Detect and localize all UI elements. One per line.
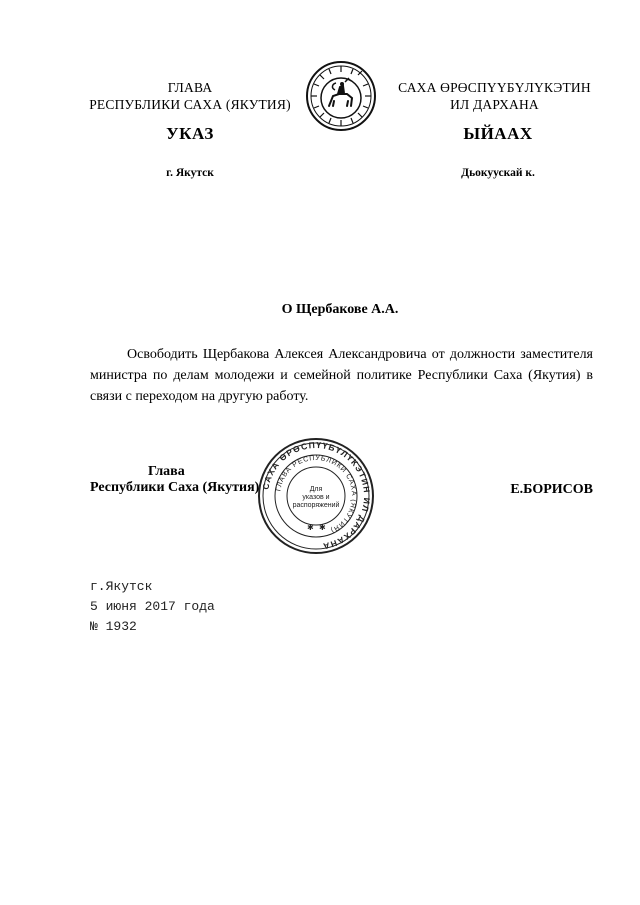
stamp-center-line3: распоряжений xyxy=(292,502,340,509)
city-right: Дьокуускай к. xyxy=(461,167,535,179)
footer-block xyxy=(90,577,340,637)
header-left xyxy=(80,79,300,113)
header-left-line2: РЕСПУБЛИКИ САХА (ЯКУТИЯ) xyxy=(89,97,291,112)
footer-date: 5 июня 2017 года xyxy=(90,599,215,614)
signature-position-line1: Глава xyxy=(148,464,185,479)
signature-position-line2: Республики Саха (Якутия) xyxy=(90,480,260,495)
stamp-center-line1: Для xyxy=(309,486,323,493)
document-body: Освободить Щербакова Алексея Александровича от должности заместителя министра по делам молодежи и семейной политике Республики Саха (Якутия) в связи с переходом на другую работу. xyxy=(90,347,593,404)
document-title: О Щербакове А.А. xyxy=(281,302,399,317)
city-left: г. Якутск xyxy=(166,167,214,179)
stamp-star-icon: ✱ xyxy=(307,523,314,532)
header-left-line1: ГЛАВА xyxy=(167,80,213,95)
header-right-line2: ИЛ ДАРХАНА xyxy=(450,97,539,112)
doc-type-left: УКАЗ xyxy=(166,124,214,143)
stamp-star-icon: ✱ xyxy=(319,523,326,532)
signature-position xyxy=(90,464,280,496)
header-right xyxy=(392,79,597,113)
stamp-inner-text: ГЛАВА РЕСПУБЛИКИ САХА (ЯКУТИЯ) xyxy=(275,454,358,534)
doc-type-right: ЫЙААХ xyxy=(463,124,533,143)
signature-name: Е.БОРИСОВ xyxy=(510,482,593,497)
coat-of-arms-emblem xyxy=(305,60,377,132)
official-seal-stamp xyxy=(256,436,376,556)
footer-number: № 1932 xyxy=(90,619,137,634)
header-right-line1: САХА ӨРӨСПҮҮБҮЛҮКЭТИН xyxy=(398,80,591,95)
stamp-center-line2: указов и xyxy=(302,494,330,501)
stamp-outer-text: САХА ӨРӨСПҮҮБҮЛҮКЭТИН ИЛ ДАРХАНА xyxy=(260,439,373,552)
footer-city: г.Якутск xyxy=(90,579,153,594)
